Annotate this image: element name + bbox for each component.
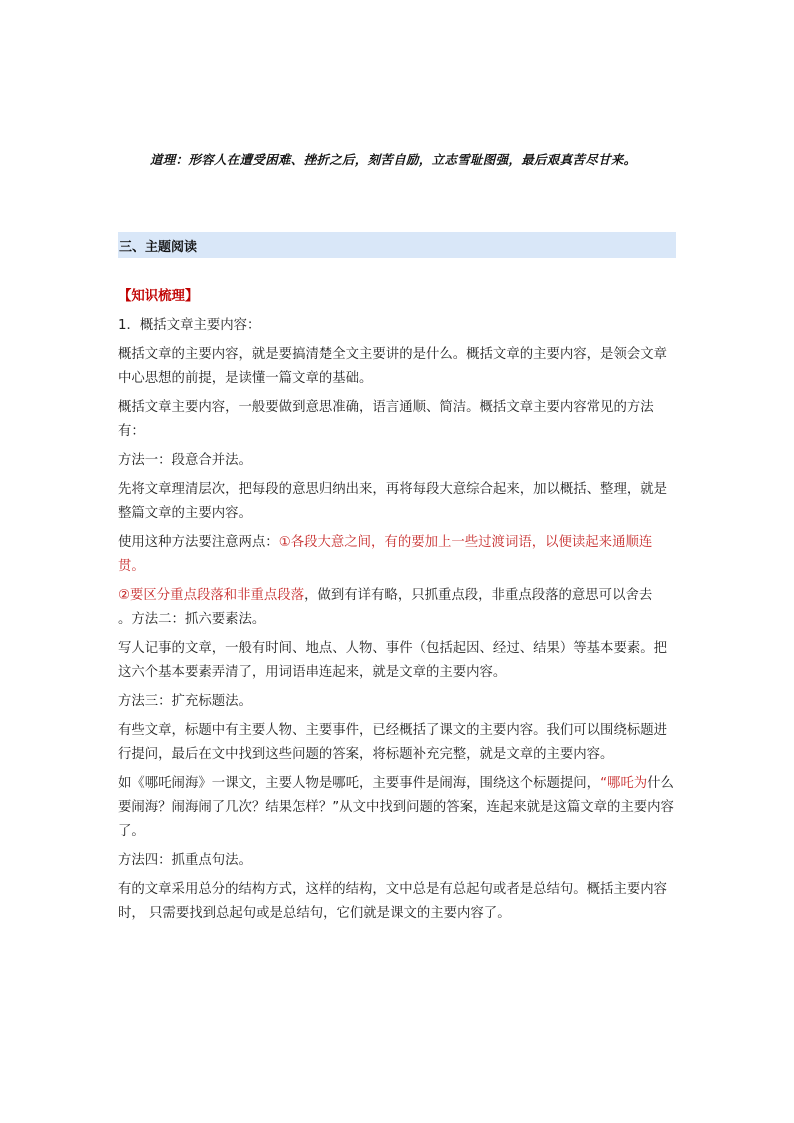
notes-point-two: ②要区分重点段落和非重点段落 — [118, 588, 305, 603]
paragraph-intro: 概括文章的主要内容，就是要搞清楚全文主要讲的是什么。概括文章的主要内容，是领会文章中心思想的前提，是读懂一篇文章的基础。 — [118, 347, 668, 386]
notes-prefix: 使用这种方法要注意两点： — [118, 535, 279, 550]
method-three-body: 有些文章，标题中有主要人物、主要事件，已经概括了课文的主要内容。我们可以围绕标题进行提问，最后在文中找到这些问题的答案，将标题补充完整，就是文章的主要内容。 — [118, 723, 668, 762]
method-four-body: 有的文章采用总分的结构方式，这样的结构，文中总是有总起句或者是总结句。概括主要内容时， 只需要找到总起句或是总结句，它们就是课文的主要内容了。 — [118, 882, 668, 921]
example-part-a: 如《哪吒闹海》一课文，主要人物是哪吒，主要事件是闹海，围绕这个标题提问， — [118, 776, 601, 791]
main-content — [118, 285, 678, 931]
method-four-title: 方法四：抓重点句法。 — [118, 853, 252, 868]
method-one-body: 先将文章理清层次，把每段的意思归纳出来，再将每段大意综合起来，加以概括、整理，就是整篇文章的主要内容。 — [118, 482, 668, 521]
method-one-notes — [118, 531, 678, 579]
knowledge-heading-open: 【 — [118, 289, 132, 304]
example-highlight: “哪吒为 — [600, 776, 648, 791]
notes-point-two-rest: ，做到有详有略，只抓重点段，非重点段落的意思可以舍去 — [304, 588, 653, 603]
knowledge-heading — [118, 285, 678, 309]
method-one-title: 方法一：段意合并法。 — [118, 453, 252, 468]
method-three-example — [118, 772, 678, 844]
section-header-bar — [118, 232, 676, 258]
method-two-title: 。方法二：抓六要素法。 — [118, 612, 266, 627]
heading-summary: 1．概括文章主要内容： — [118, 318, 261, 333]
method-three-title: 方法三：扩充标题法。 — [118, 694, 252, 709]
knowledge-heading-close: 】 — [184, 289, 199, 304]
knowledge-heading-label: 知识梳理 — [131, 289, 185, 304]
example-part-b: 什么要闹海？闹海闹了几次？结果怎样？”从文中找到问题的答案，连起来就是这篇文章的主要内容了。 — [118, 776, 674, 839]
method-one-notes-continued — [118, 584, 678, 632]
notes-point-one: ①各段大意之间，有的要加上一些过渡词语，以便读起来通顺连贯。 — [118, 535, 653, 574]
moral-line: 道理：形容人在遭受困难、挫折之后，刻苦自励，立志雪耻图强，最后艰真苦尽甘来。 — [150, 152, 637, 167]
section-title: 三、主题阅读 — [119, 239, 198, 255]
method-two-body: 写人记事的文章，一般有时间、地点、人物、事件（包括起因、经过、结果）等基本要素。把这六个基本要素弄清了，用词语串连起来，就是文章的主要内容。 — [118, 641, 668, 680]
paragraph-requirements: 概括文章主要内容，一般要做到意思准确，语言通顺、简洁。概括文章主要内容常见的方法有： — [118, 400, 654, 439]
